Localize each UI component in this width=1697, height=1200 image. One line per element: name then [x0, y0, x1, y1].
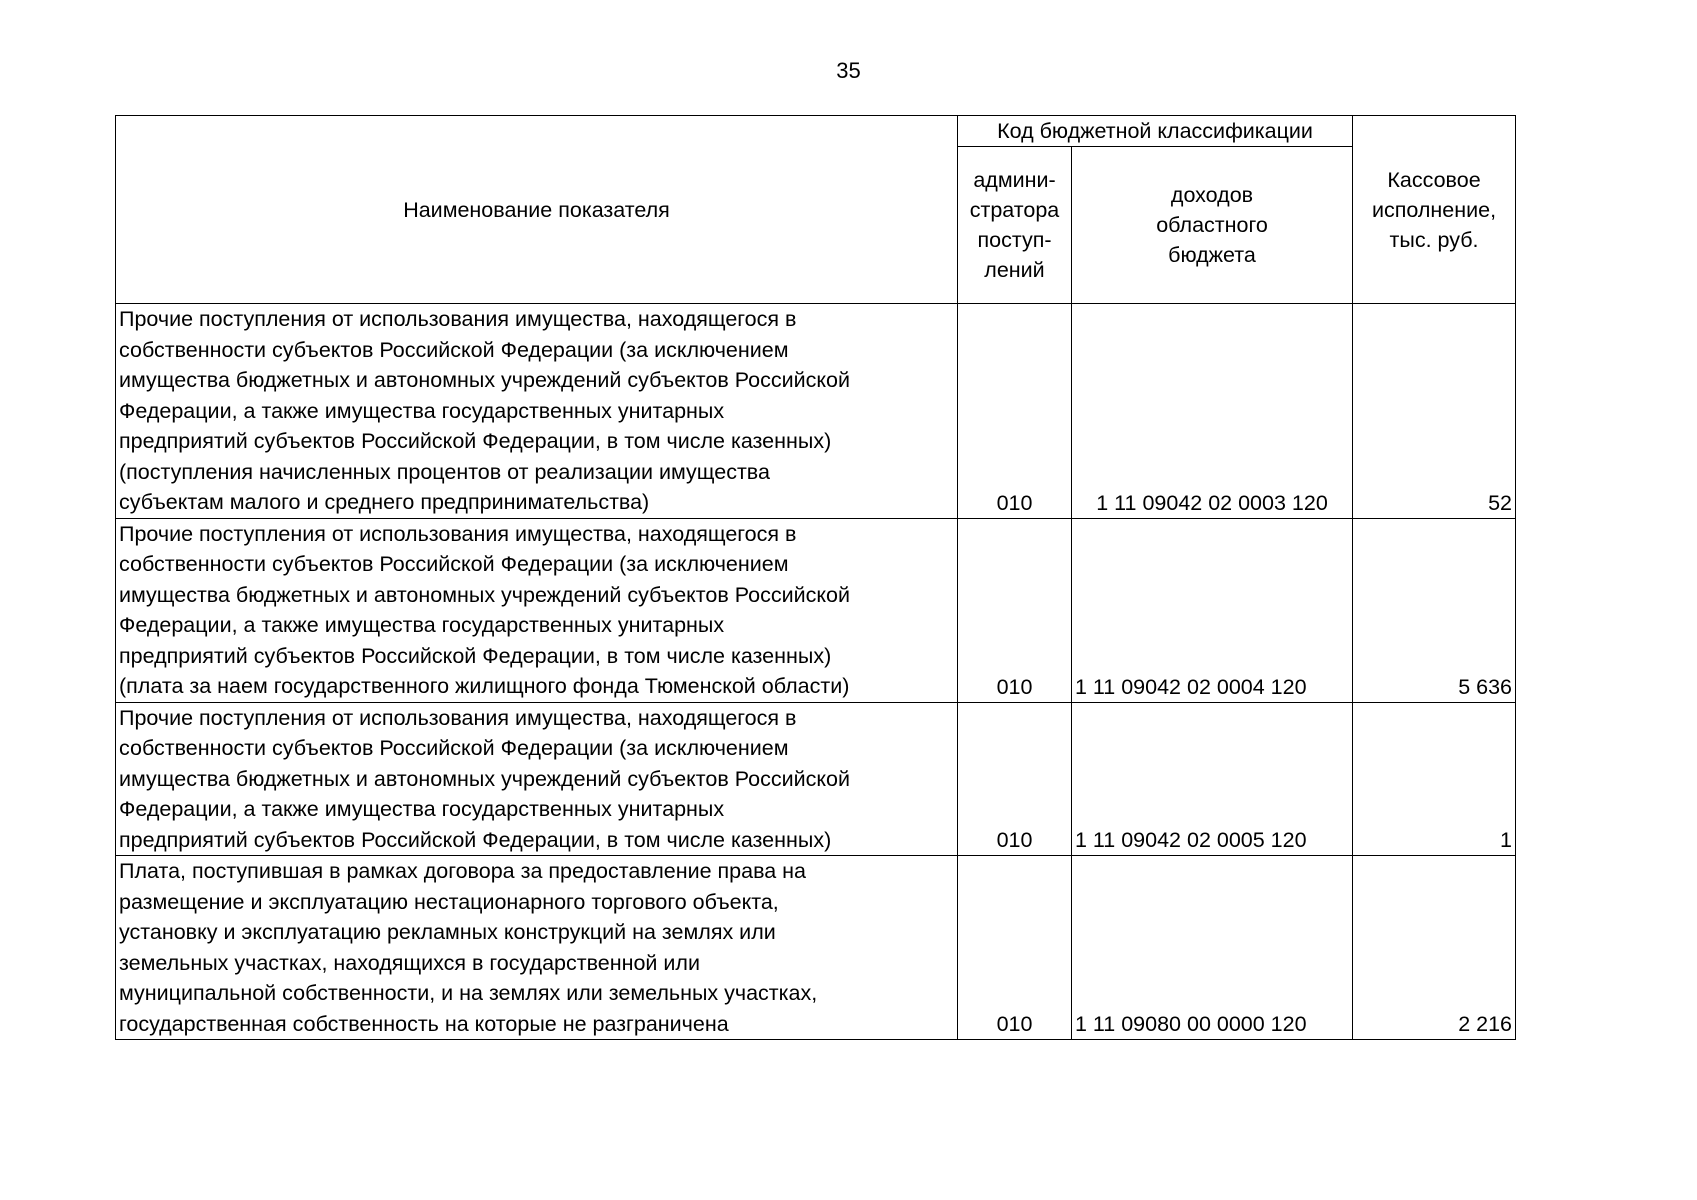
table-row	[116, 856, 1516, 1040]
row-administrator-code: 010	[958, 856, 1072, 1040]
table-row	[116, 304, 1516, 519]
row-indicator-name: Прочие поступления от использования имущества, находящегося в собственности субъектов Российской Федерации (за исключением имущества бюджетных и автономных учреждений субъектов Российской Федерации, а также имущества государственных унитарных предприятий субъектов Российской Федерации, в том числе казенных) (плата за наем государственного жилищного фонда Тюменской области)	[116, 518, 958, 702]
row-income-code: 1 11 09042 02 0003 120	[1072, 304, 1353, 519]
budget-table	[115, 115, 1516, 1040]
header-row-top	[116, 116, 1516, 147]
row-income-code: 1 11 09042 02 0004 120	[1072, 518, 1353, 702]
header-regional-income-label: доходов областного бюджета	[1156, 183, 1268, 267]
header-administrator	[958, 147, 1072, 304]
header-budget-code-group	[958, 116, 1353, 147]
header-administrator-label: админи- стратора поступ- лений	[969, 168, 1060, 282]
row-indicator-name: Прочие поступления от использования имущества, находящегося в собственности субъектов Российской Федерации (за исключением имущества бюджетных и автономных учреждений субъектов Российской Федерации, а также имущества государственных унитарных предприятий субъектов Российской Федерации, в том числе казенных) (поступления начисленных процентов от реализации имущества субъектам малого и среднего предпринимательства)	[116, 304, 958, 519]
row-amount: 1	[1353, 702, 1516, 856]
row-administrator-code: 010	[958, 702, 1072, 856]
header-budget-code-group-label: Код бюджетной классификации	[997, 119, 1313, 143]
page-number: 35	[836, 58, 861, 83]
row-income-code: 1 11 09080 00 0000 120	[1072, 856, 1353, 1040]
header-cash-execution	[1353, 116, 1516, 304]
row-amount: 2 216	[1353, 856, 1516, 1040]
row-administrator-code: 010	[958, 304, 1072, 519]
row-amount: 52	[1353, 304, 1516, 519]
row-income-code: 1 11 09042 02 0005 120	[1072, 702, 1353, 856]
row-indicator-name: Прочие поступления от использования имущества, находящегося в собственности субъектов Российской Федерации (за исключением имущества бюджетных и автономных учреждений субъектов Российской Федерации, а также имущества государственных унитарных предприятий субъектов Российской Федерации, в том числе казенных)	[116, 702, 958, 856]
header-indicator-name-label: Наименование показателя	[403, 197, 670, 222]
row-administrator-code: 010	[958, 518, 1072, 702]
table-row	[116, 518, 1516, 702]
row-amount: 5 636	[1353, 518, 1516, 702]
table-row	[116, 702, 1516, 856]
header-indicator-name	[116, 116, 958, 304]
header-cash-execution-label: Кассовое исполнение, тыс. руб.	[1371, 167, 1497, 252]
header-regional-income	[1072, 147, 1353, 304]
row-indicator-name: Плата, поступившая в рамках договора за предоставление права на размещение и эксплуатацию нестационарного торгового объекта, установку и эксплуатацию рекламных конструкций на землях или земельных участках, находящихся в государственной или муниципальной собственности, и на землях или земельных участках, государственная собственность на которые не разграничена	[116, 856, 958, 1040]
